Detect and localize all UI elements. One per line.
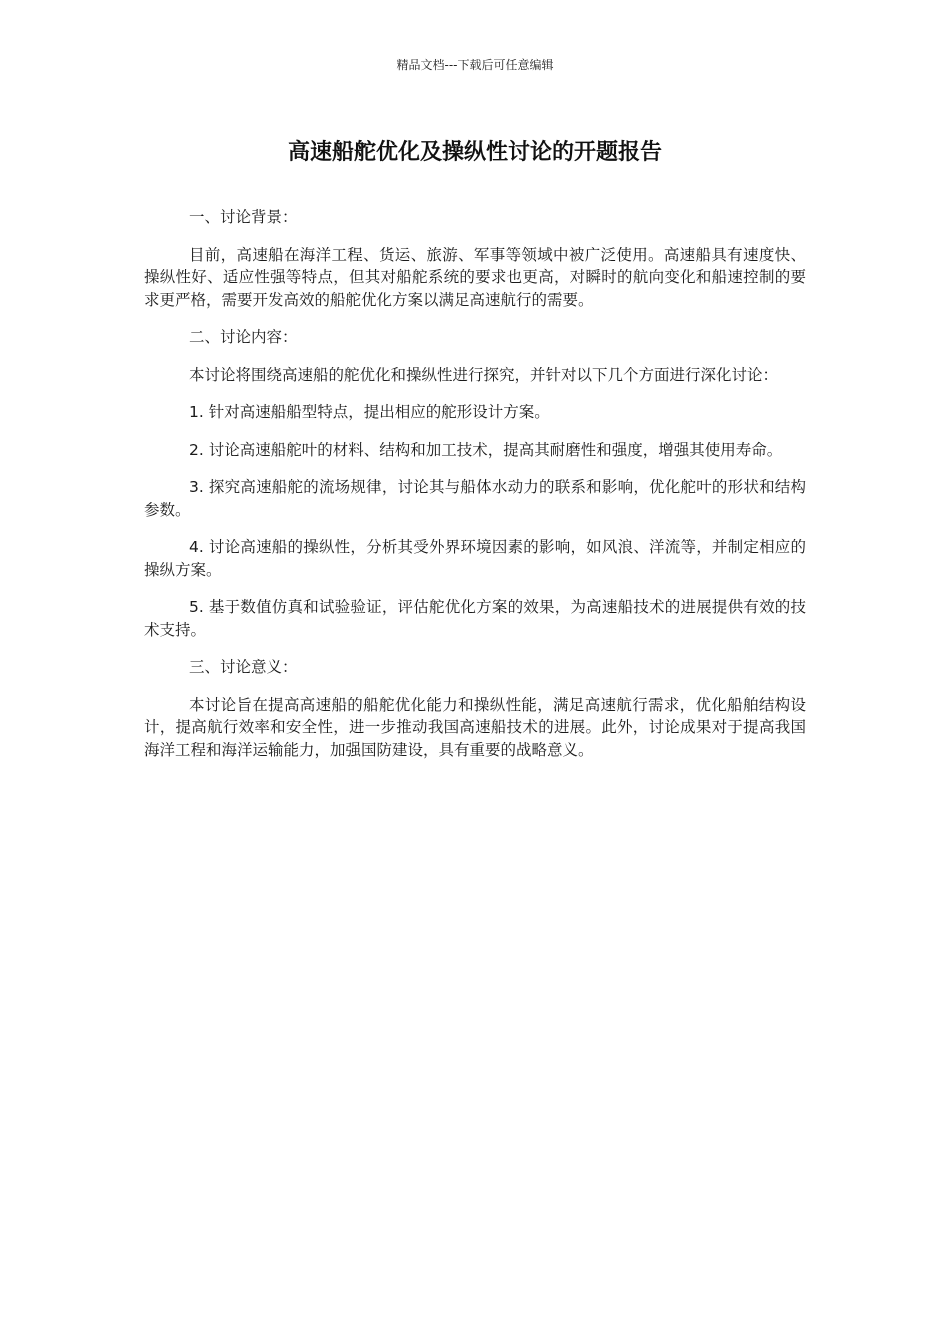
section-heading-significance: 三、讨论意义：: [189, 658, 298, 676]
list-item-2: 2. 讨论高速船舵叶的材料、结构和加工技术，提高其耐磨性和强度，增强其使用寿命。: [189, 440, 783, 459]
list-item-3: 3. 探究高速船舵的流场规律，讨论其与船体水动力的联系和影响，优化舵叶的形状和结构参数。: [144, 478, 806, 519]
document-title: 高速船舵优化及操纵性讨论的开题报告: [287, 140, 662, 165]
section-heading-content: 二、讨论内容：: [189, 328, 298, 346]
list-item-4: 4. 讨论高速船的操纵性，分析其受外界环境因素的影响，如风浪、洋流等，并制定相应的操纵方案。: [144, 538, 806, 579]
paragraph-background: 目前，高速船在海洋工程、货运、旅游、军事等领域中被广泛使用。高速船具有速度快、操纵性好、适应性强等特点，但其对船舵系统的要求也更高，对瞬时的航向变化和船速控制的要求更严格，需要开发高效的船舵优化方案以满足高速航行的需要。: [144, 245, 806, 309]
paragraph-content-intro: 本讨论将围绕高速船的舵优化和操纵性进行探究，并针对以下几个方面进行深化讨论：: [189, 365, 779, 384]
section-heading-background: 一、讨论背景：: [189, 208, 298, 226]
paragraph-significance: 本讨论旨在提高高速船的船舵优化能力和操纵性能，满足高速航行需求，优化船舶结构设计，提高航行效率和安全性，进一步推动我国高速船技术的进展。此外，讨论成果对于提高我国海洋工程和海洋运输能力，加强国防建设，具有重要的战略意义。: [144, 695, 806, 759]
list-item-1: 1. 针对高速船船型特点，提出相应的舵形设计方案。: [189, 403, 550, 421]
document-body: [144, 206, 806, 776]
header-note: 精品文档---下载后可任意编辑: [396, 58, 554, 72]
list-item-5: 5. 基于数值仿真和试验验证，评估舵优化方案的效果，为高速船技术的进展提供有效的技术支持。: [144, 598, 806, 639]
